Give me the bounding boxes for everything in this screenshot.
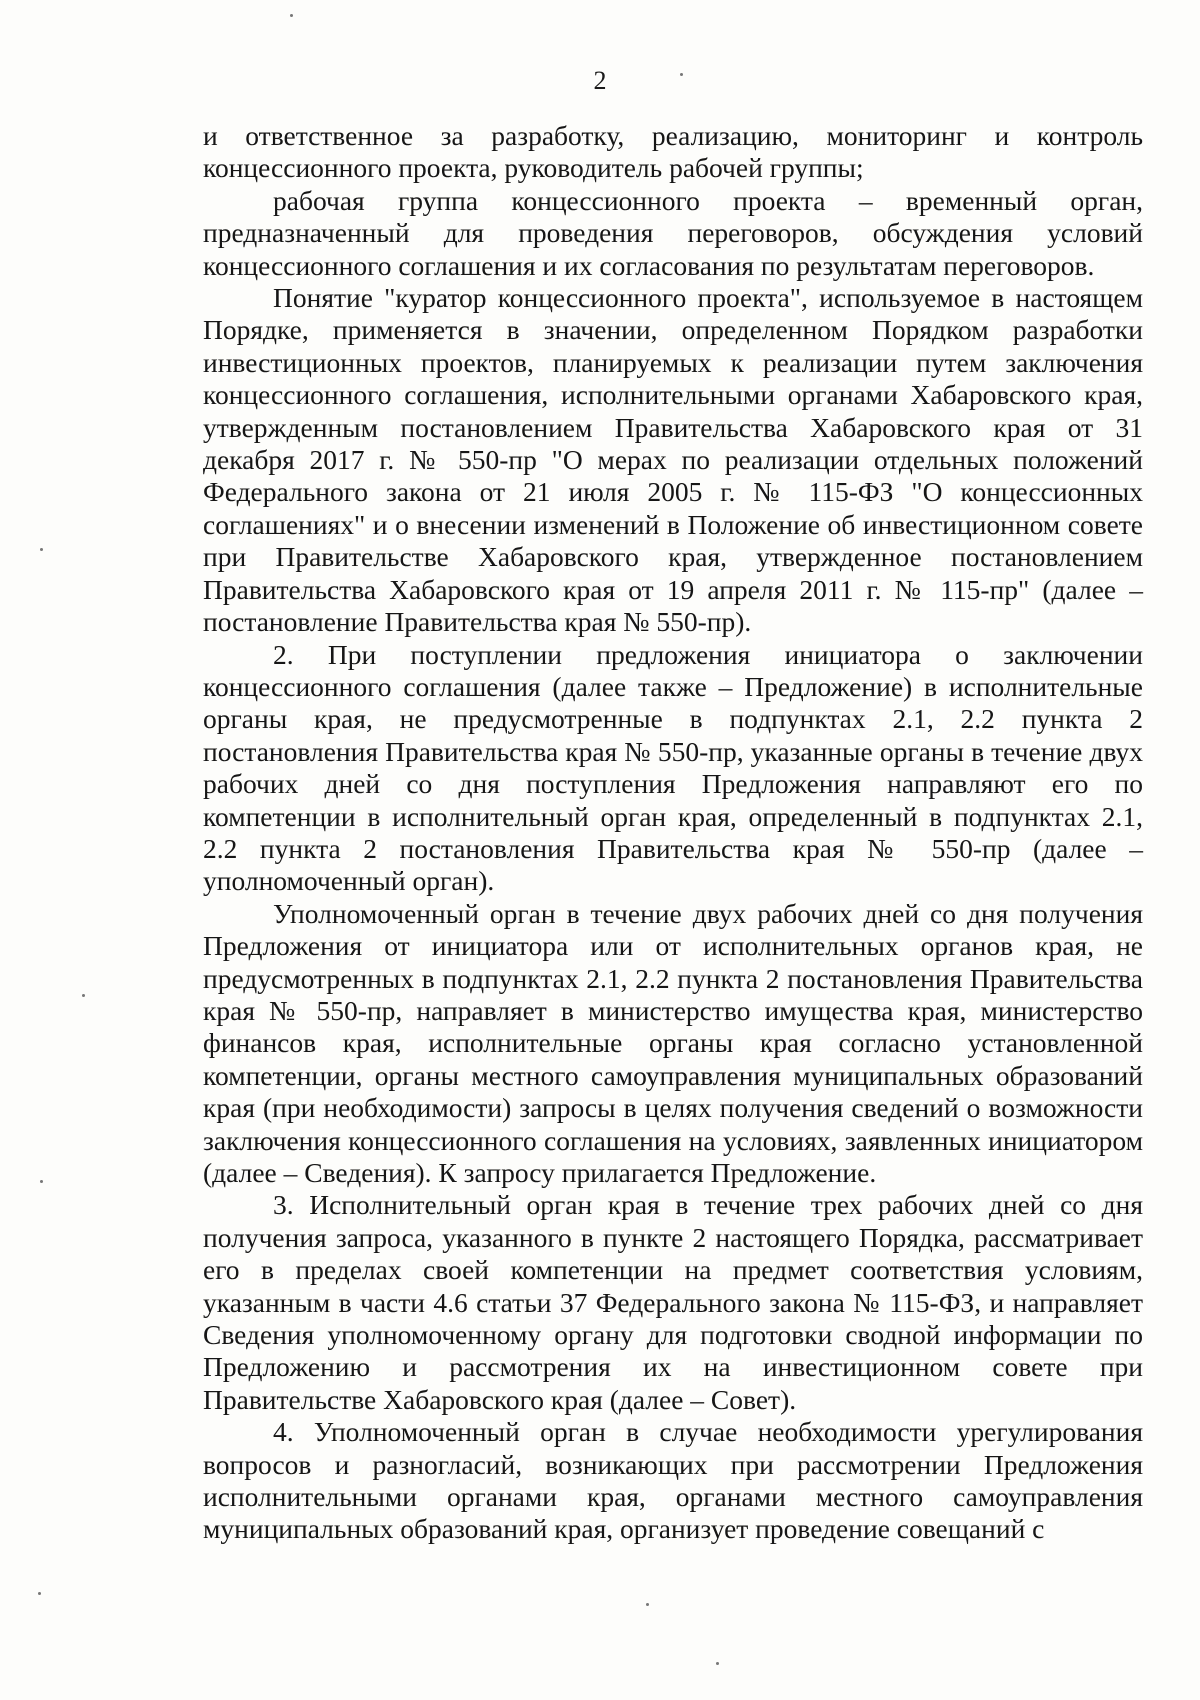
paragraph-4: 2. При поступлении предложения инициатора о заключении концессионного соглашения (далее также – Предложение) в исполнительные органы края, не предусмотренные в подпунктах 2.1, 2.2 пункта 2 постановления Правительства края № 550-пр, указанные органы в течение двух рабочих дней со дня поступления Предложения направляют его по компетенции в исполнительный орган края, определенный в подпунктах 2.1, 2.2 пункта 2 постановления Правительства края № 550-пр (далее – уполномоченный орган). <box>203 638 1143 897</box>
scan-speck <box>680 73 683 76</box>
scan-speck <box>40 1180 43 1183</box>
scan-speck <box>290 14 293 17</box>
paragraph-3: Понятие "куратор концессионного проекта", используемое в настоящем Порядке, применяется в значении, определенном Порядком разработки инвестиционных проектов, планируемых к реализации путем заключения концессионного соглашения, исполнительными органами Хабаровского края, утвержденным постановлением Правительства Хабаровского края от 31 декабря 2017 г. № 550-пр "О мерах по реализации отдельных положений Федерального закона от 21 июля 2005 г. № 115-ФЗ "О концессионных соглашениях" и о внесении изменений в Положение об инвестиционном совете при Правительстве Хабаровского края, утвержденное постановлением Правительства Хабаровского края от 19 апреля 2011 г. № 115-пр" (далее – постановление Правительства края № 550-пр). <box>203 282 1143 638</box>
scan-speck <box>82 994 85 997</box>
document-body <box>203 120 1143 1546</box>
scan-speck <box>38 1592 41 1595</box>
scan-speck <box>646 1603 649 1606</box>
paragraph-6: 3. Исполнительный орган края в течение трех рабочих дней со дня получения запроса, указанного в пункте 2 настоящего Порядка, рассматривает его в пределах своей компетенции на предмет соответствия условиям, указанным в части 4.6 статьи 37 Федерального закона № 115-ФЗ, и направляет Сведения уполномоченному органу для подготовки сводной информации по Предложению и рассмотрения их на инвестиционном совете при Правительстве Хабаровского края (далее – Совет). <box>203 1189 1143 1415</box>
paragraph-7: 4. Уполномоченный орган в случае необходимости урегулирования вопросов и разногласий, возникающих при рассмотрении Предложения исполнительными органами края, органами местного самоуправления муниципальных образований края, организует проведение совещаний с <box>203 1416 1143 1545</box>
paragraph-1: и ответственное за разработку, реализацию, мониторинг и контроль концессионного проекта, руководитель рабочей группы; <box>203 120 1143 184</box>
scan-speck <box>40 548 43 551</box>
paragraph-5: Уполномоченный орган в течение двух рабочих дней со дня получения Предложения от инициатора или от исполнительных органов края, не предусмотренных в подпунктах 2.1, 2.2 пункта 2 постановления Правительства края № 550-пр, направляет в министерство имущества края, министерство финансов края, исполнительные органы края согласно установленной компетенции, органы местного самоуправления муниципальных образований края (при необходимости) запросы в целях получения сведений о возможности заключения концессионного соглашения на условиях, заявленных инициатором (далее – Сведения). К запросу прилагается Предложение. <box>203 897 1143 1188</box>
paragraph-2: рабочая группа концессионного проекта – временный орган, предназначенный для проведения переговоров, обсуждения условий концессионного соглашения и их согласования по результатам переговоров. <box>203 184 1143 281</box>
scan-speck <box>716 1662 719 1665</box>
page-number: 2 <box>593 66 607 95</box>
